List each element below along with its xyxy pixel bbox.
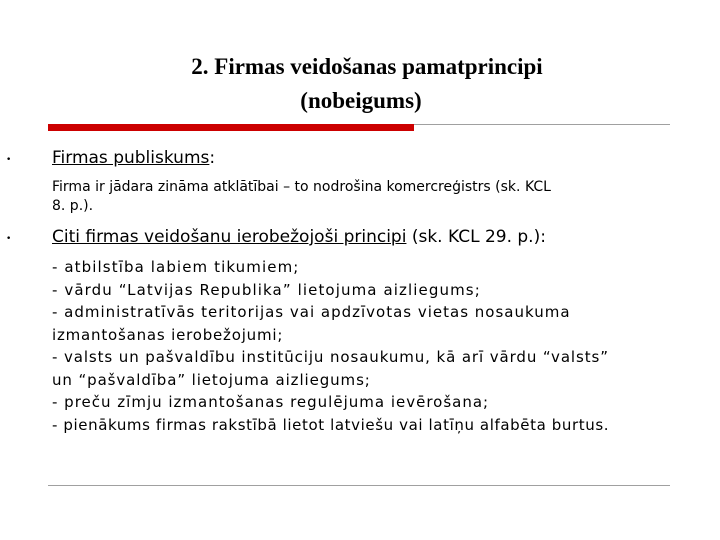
principles-list	[52, 256, 718, 436]
list-item: un “pašvaldība” lietojuma aizliegums;	[52, 370, 371, 389]
description-line: Firma ir jādara zināma atklātībai – to nodrošina komercreģistrs (sk. KCL	[52, 179, 551, 195]
bullet-marker: •	[6, 155, 12, 165]
title-thin-rule	[414, 124, 670, 125]
description-line: 8. p.).	[52, 198, 94, 214]
list-item: - atbilstība labiem tikumiem;	[52, 258, 300, 276]
section-heading-other-principles	[52, 226, 546, 248]
footer-thin-rule	[48, 485, 670, 486]
list-item: - valsts un pašvaldību institūciju nosaukumu, kā arī vārdu “valsts”	[52, 348, 609, 366]
list-item: - preču zīmju izmantošanas regulējuma ievērošana;	[52, 393, 490, 411]
slide-title	[0, 50, 720, 118]
slide-title-line1: 2. Firmas veidošanas pamatprincipi	[191, 54, 543, 79]
heading-underlined-text: Citi firmas veidošanu ierobežojoši principi	[52, 227, 407, 247]
heading-suffix-text: :	[209, 148, 216, 168]
list-item: - pienākums firmas rakstībā lietot latviešu vai latīņu alfabēta burtus.	[52, 415, 610, 434]
list-item: - vārdu “Latvijas Republika” lietojuma aizliegums;	[52, 280, 481, 299]
list-item: izmantošanas ierobežojumi;	[52, 325, 284, 344]
publicity-description	[52, 178, 712, 216]
list-item: - administratīvās teritorijas vai apdzīvotas vietas nosaukuma	[52, 303, 571, 321]
section-heading-publicity	[52, 147, 215, 169]
heading-underlined-text: Firmas publiskums	[52, 148, 210, 168]
slide-title-line2: (nobeigums)	[300, 88, 422, 113]
heading-suffix-text: (sk. KCL 29. p.):	[406, 227, 546, 247]
bullet-marker: •	[6, 234, 12, 244]
title-accent-rule	[48, 124, 414, 131]
